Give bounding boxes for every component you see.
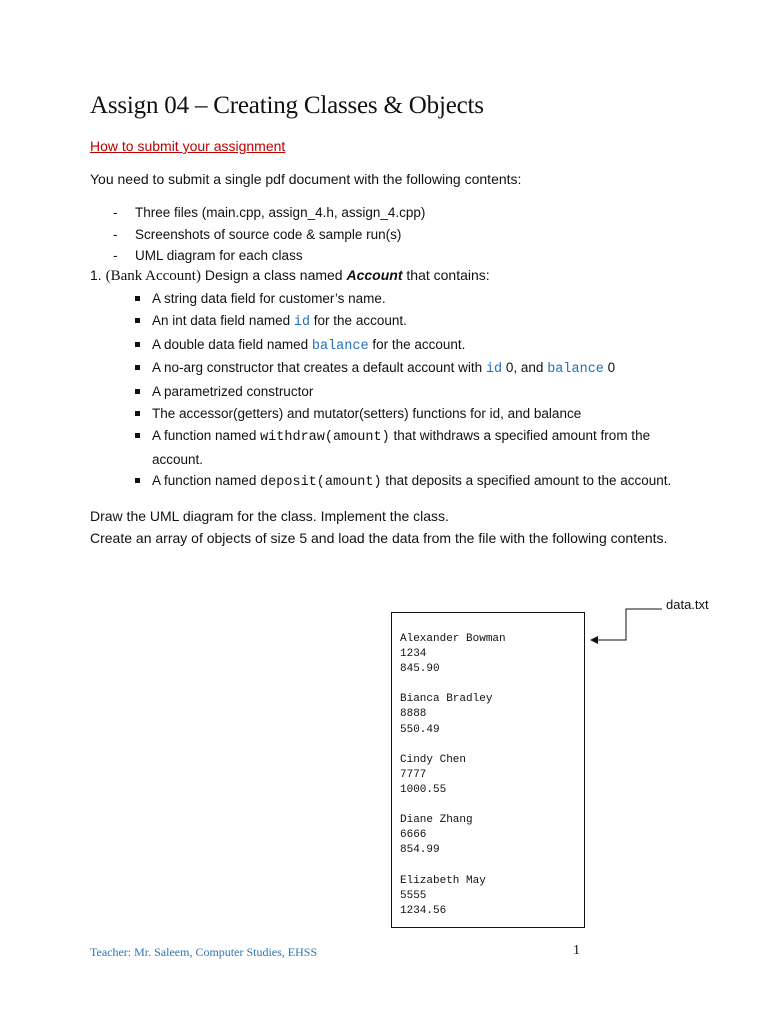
data-line: 854.99	[400, 844, 440, 857]
data-line	[400, 858, 506, 873]
data-line: Bianca Bradley	[400, 693, 493, 706]
data-file-box	[391, 612, 585, 928]
data-line: 6666	[400, 829, 427, 842]
instruction-uml: Draw the UML diagram for the class. Implement the class.	[90, 508, 449, 524]
question-topic: (Bank Account)	[105, 268, 201, 284]
list-item: - Screenshots of source code & sample run(s)	[90, 224, 425, 246]
list-item: A no-arg constructor that creates a default account with id 0, and balance 0	[134, 357, 694, 381]
list-item: A function named deposit(amount) that deposits a specified amount to the account.	[134, 470, 694, 494]
dash-bullet: -	[113, 205, 118, 220]
instruction-array: Create an array of objects of size 5 and load the data from the file with the following contents.	[90, 530, 668, 546]
code-balance: balance	[311, 338, 369, 354]
code-id: id	[293, 314, 311, 330]
page-number: 1	[573, 943, 580, 958]
list-item: An int data field named id for the account.	[134, 310, 694, 334]
data-line: 7777	[400, 768, 427, 781]
data-line	[400, 677, 506, 692]
code-balance: balance	[547, 362, 604, 378]
data-line: Elizabeth May	[400, 874, 486, 887]
data-line: 5555	[400, 889, 427, 902]
question-number: 1.	[90, 267, 102, 283]
data-line: 1234.56	[400, 904, 447, 917]
data-line: Alexander Bowman	[400, 633, 506, 645]
data-line: 845.90	[400, 663, 440, 676]
intro-text: You need to submit a single pdf document with the following contents:	[90, 171, 522, 187]
list-item: A function named withdraw(amount) that withdraws a specified amount from the account.	[134, 425, 694, 471]
data-file-lines	[400, 632, 506, 919]
code-withdraw: withdraw(amount)	[260, 429, 390, 445]
dash-bullet: -	[113, 248, 118, 263]
data-line: 1234	[400, 648, 427, 661]
footer-teacher: Teacher: Mr. Saleem, Computer Studies, EHSS	[90, 945, 318, 959]
dash-bullet: -	[113, 226, 118, 242]
data-line: Cindy Chen	[400, 753, 467, 766]
list-item: - Three files (main.cpp, assign_4.h, assign_4.cpp)	[90, 202, 425, 224]
data-line: 550.49	[400, 723, 440, 736]
data-line	[400, 738, 506, 753]
submit-instructions-link[interactable]: How to submit your assignment	[90, 138, 286, 154]
class-name: Account	[346, 267, 403, 283]
data-line: 1000.55	[400, 783, 447, 796]
list-item: The accessor(getters) and mutator(setters) functions for id, and balance	[134, 403, 694, 425]
data-line	[400, 798, 506, 813]
code-deposit: deposit(amount)	[260, 475, 382, 491]
data-line: 8888	[400, 708, 427, 721]
page-title: Assign 04 – Creating Classes & Objects	[90, 92, 484, 119]
list-item: A string data field for customer’s name.	[134, 288, 694, 310]
data-file-label: data.txt	[666, 597, 709, 612]
list-item: - UML diagram for each class	[90, 245, 425, 267]
list-item: A parametrized constructor	[134, 381, 694, 403]
code-id: id	[485, 362, 503, 378]
list-item: A double data field named balance for the account.	[134, 334, 694, 358]
data-line: Diane Zhang	[400, 814, 473, 827]
question-1-heading: 1. (Bank Account) Design a class named Account that contains:	[90, 267, 490, 284]
